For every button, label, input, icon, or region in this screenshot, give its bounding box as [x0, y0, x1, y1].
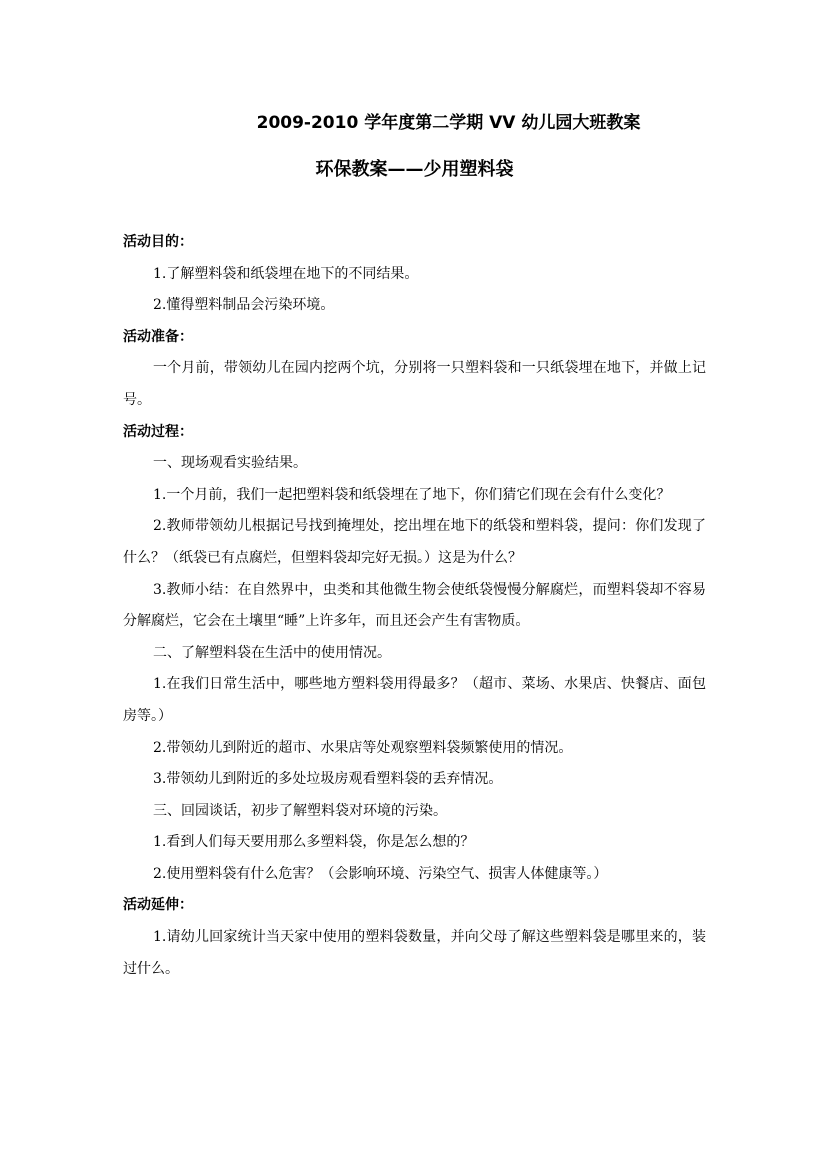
- paragraph: 3.带领幼儿到附近的多处垃圾房观看塑料袋的丢弃情况。: [153, 771, 503, 788]
- section-heading-extension: 活动延伸：: [123, 897, 193, 914]
- paragraph: 三、回园谈话，初步了解塑料袋对环境的污染。: [153, 802, 447, 819]
- paragraph: 1.请幼儿回家统计当天家中使用的塑料袋数量，并向父母了解这些塑料袋是哪里来的，装过什么。: [123, 929, 706, 977]
- paragraph: 1.在我们日常生活中，哪些地方塑料袋用得最多？（超市、菜场、水果店、快餐店、面包房等。）: [123, 676, 706, 724]
- section-heading-process: 活动过程：: [123, 423, 193, 440]
- paragraph: 3.教师小结：在自然界中，虫类和其他微生物会使纸袋慢慢分解腐烂，而塑料袋却不容易分解腐烂，它会在土壤里“睡”上许多年，而且还会产生有害物质。: [123, 581, 706, 630]
- paragraph: 2.带领幼儿到附近的超市、水果店等处观察塑料袋频繁使用的情况。: [153, 739, 573, 756]
- section-heading-purpose: 活动目的：: [123, 234, 193, 250]
- paragraph: 1.一个月前，我们一起把塑料袋和纸袋埋在了地下，你们猜它们现在会有什么变化？: [153, 486, 671, 503]
- paragraph: 2.懂得塑料制品会污染环境。: [153, 297, 335, 314]
- document-body: [123, 227, 706, 985]
- paragraph: 1.了解塑料袋和纸袋埋在地下的不同结果。: [153, 265, 419, 282]
- paragraph: 2.教师带领幼儿根据记号找到掩埋处，挖出埋在地下的纸袋和塑料袋，提问：你们发现了什么？（纸袋已有点腐烂，但塑料袋却完好无损。）这是为什么？: [123, 518, 706, 566]
- paragraph: 2.使用塑料袋有什么危害？（会影响环境、污染空气、损害人体健康等。）: [153, 865, 608, 882]
- document-subtitle: 环保教案——少用塑料袋: [315, 159, 514, 180]
- paragraph: 1.看到人们每天要用那么多塑料袋，你是怎么想的？: [153, 834, 475, 851]
- document-title: 2009-2010 学年度第二学期 VV 幼儿园大班教案: [256, 113, 641, 133]
- paragraph: 一、现场观看实验结果。: [153, 455, 307, 472]
- paragraph: 一个月前，带领幼儿在园内挖两个坑，分别将一只塑料袋和一只纸袋埋在地下，并做上记号。: [123, 360, 706, 408]
- section-heading-preparation: 活动准备：: [123, 328, 193, 345]
- paragraph: 二、了解塑料袋在生活中的使用情况。: [153, 644, 391, 661]
